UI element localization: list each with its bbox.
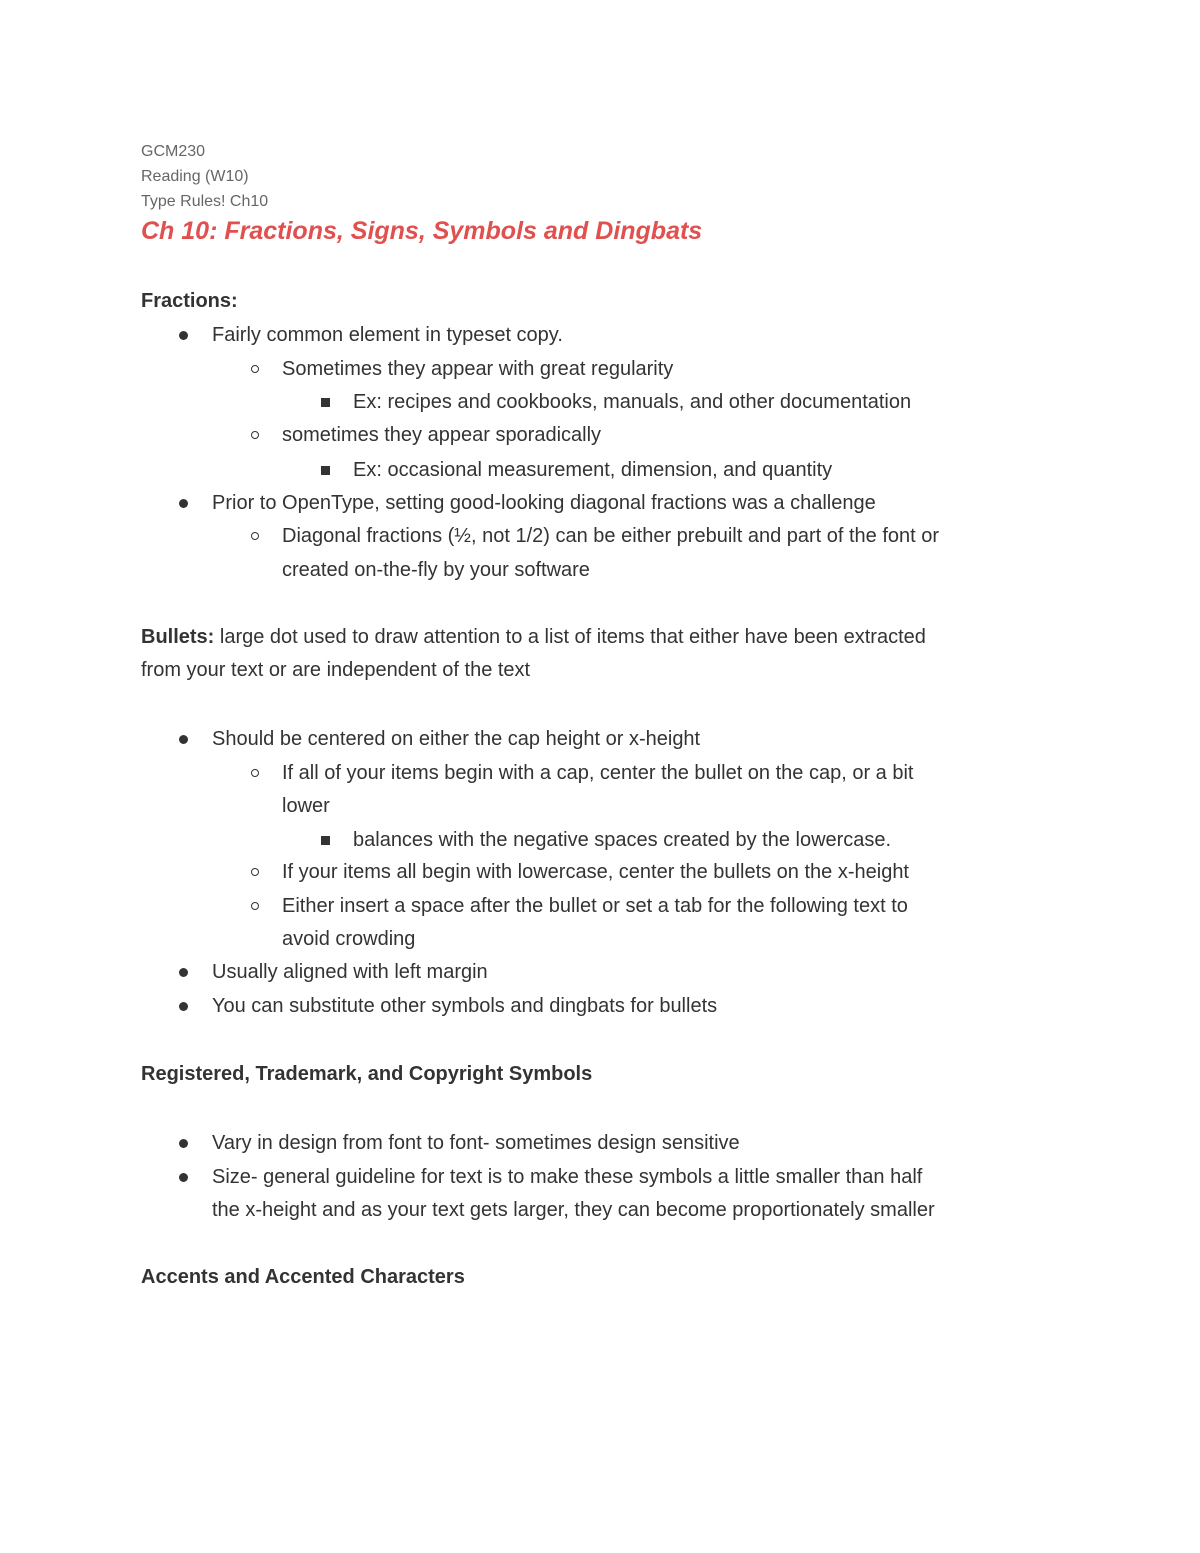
- bullet-square-icon: [321, 466, 330, 475]
- bullet-dot-icon: [179, 1139, 188, 1148]
- list-item: Should be centered on either the cap height or x-height: [212, 728, 701, 750]
- bullets-intro-text: large dot used to draw attention to a list of items that either have been extracted: [214, 626, 926, 648]
- list-item-continuation: the x-height and as your text gets larger, they can become proportionately smaller: [212, 1199, 935, 1221]
- symbols-heading: Registered, Trademark, and Copyright Symbols: [141, 1063, 593, 1085]
- list-item: You can substitute other symbols and dingbats for bullets: [212, 995, 718, 1017]
- bullet-square-icon: [321, 836, 330, 845]
- list-item: Usually aligned with left margin: [212, 961, 488, 983]
- list-item-continuation: created on-the-fly by your software: [282, 559, 590, 581]
- list-item: Prior to OpenType, setting good-looking diagonal fractions was a challenge: [212, 492, 876, 514]
- list-item: Ex: occasional measurement, dimension, and quantity: [353, 459, 833, 481]
- reading-label: Reading (W10): [141, 168, 249, 185]
- bullet-dot-icon: [179, 1002, 188, 1011]
- bullet-circle-icon: [251, 902, 259, 910]
- list-item: Size- general guideline for text is to make these symbols a little smaller than half: [212, 1166, 923, 1188]
- bullet-circle-icon: [251, 532, 259, 540]
- bullet-dot-icon: [179, 968, 188, 977]
- list-item: Diagonal fractions (½, not 1/2) can be either prebuilt and part of the font or: [282, 525, 940, 547]
- bullet-dot-icon: [179, 331, 188, 340]
- bullet-circle-icon: [251, 365, 259, 373]
- bullet-dot-icon: [179, 735, 188, 744]
- list-item: Fairly common element in typeset copy.: [212, 324, 563, 346]
- list-item: Sometimes they appear with great regularity: [282, 358, 674, 380]
- bullets-label: Bullets:: [141, 626, 215, 648]
- fractions-heading: Fractions:: [141, 290, 238, 312]
- bullets-intro: [141, 627, 926, 647]
- bullet-circle-icon: [251, 431, 259, 439]
- source-label: Type Rules! Ch10: [141, 193, 269, 210]
- list-item: Either insert a space after the bullet or set a tab for the following text to: [282, 895, 908, 917]
- list-item-continuation: avoid crowding: [282, 928, 416, 950]
- bullet-square-icon: [321, 398, 330, 407]
- bullet-dot-icon: [179, 499, 188, 508]
- bullet-dot-icon: [179, 1173, 188, 1182]
- document-title: Ch 10: Fractions, Signs, Symbols and Dingbats: [141, 217, 703, 245]
- list-item-continuation: lower: [282, 795, 330, 817]
- list-item: balances with the negative spaces created by the lowercase.: [353, 829, 892, 851]
- accents-heading: Accents and Accented Characters: [141, 1266, 465, 1288]
- bullets-intro-continuation: from your text or are independent of the text: [141, 659, 531, 681]
- list-item: sometimes they appear sporadically: [282, 424, 602, 446]
- list-item: Vary in design from font to font- sometimes design sensitive: [212, 1132, 740, 1154]
- bullet-circle-icon: [251, 769, 259, 777]
- bullet-circle-icon: [251, 868, 259, 876]
- list-item: Ex: recipes and cookbooks, manuals, and other documentation: [353, 391, 912, 413]
- course-code: GCM230: [141, 143, 206, 160]
- list-item: If all of your items begin with a cap, center the bullet on the cap, or a bit: [282, 762, 914, 784]
- list-item: If your items all begin with lowercase, center the bullets on the x-height: [282, 861, 909, 883]
